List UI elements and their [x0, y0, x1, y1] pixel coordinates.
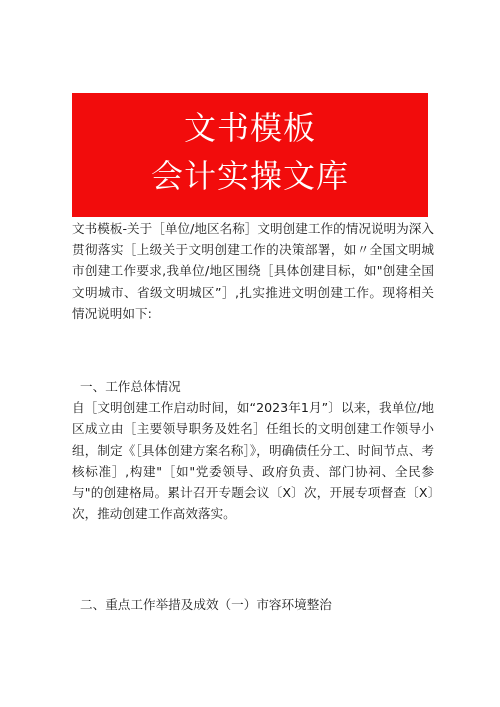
section-2-heading: 二、重点工作举措及成效（一）市容环境整治 — [80, 597, 332, 612]
section-1-paragraph: 自［文明创建工作启动时间，如“2023年1月”〕以来，我单位/地区成立由［主要领导职务及姓名］任组长的文明创建工作领导小组，制定《［具体创建方案名称］》，明确债任分工、时间节点、考核标准］,构建"［如"党委领导、政府负责、部门协祠、全民参与"的创建格局。累计召开专题会议〔X〕次，开展专项督查〔X〕次，推动创建工作高效落实。 — [72, 400, 434, 522]
section-2 — [72, 594, 434, 615]
section-1 — [72, 376, 434, 524]
banner-title-line-2: 会计实操文库 — [150, 157, 349, 195]
section-1-heading: 一、工作总体情况 — [80, 379, 181, 394]
title-banner — [72, 93, 428, 217]
banner-title-line-1: 文书模板 — [183, 109, 316, 147]
intro-paragraph: 文书模板-关于［单位/地区名称］文明创建工作的情况说明为深入贯彻落实［上级关于文明创建工作的决策部署，如〃全国文明城市创建工作要求,我单位/地区围绕［具体创建目标，如"创建全国文明城市、省级文明城区”］,扎实推进文明创建工作。现将相关情况说明如下: — [72, 221, 434, 321]
